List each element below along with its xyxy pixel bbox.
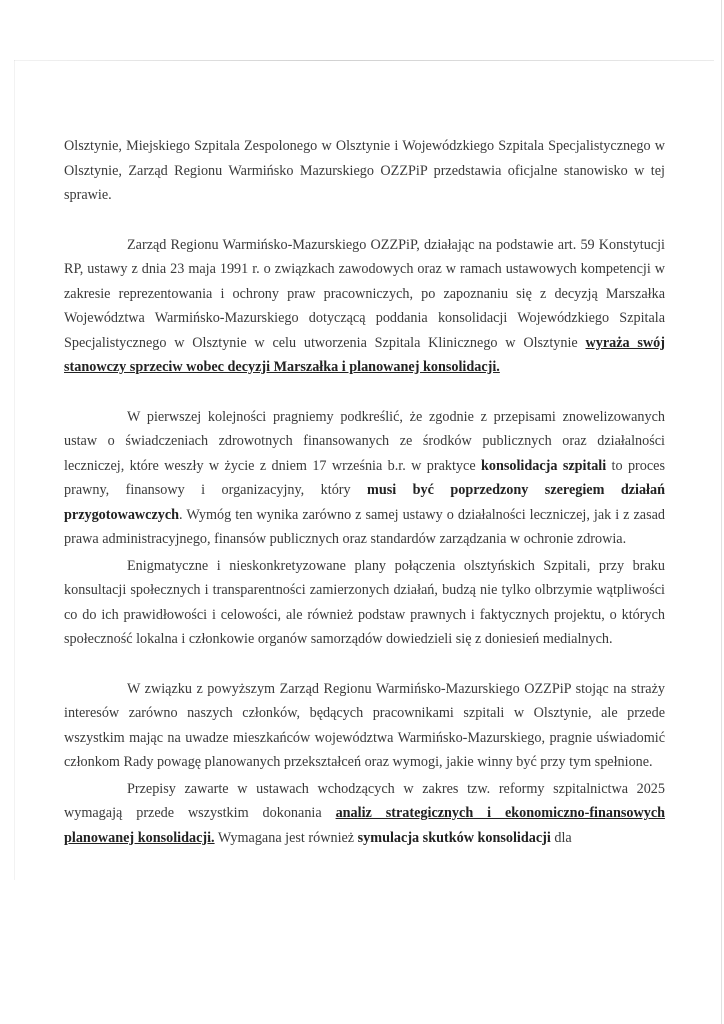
scan-edge-top xyxy=(14,60,714,61)
text-segment: Wymagana jest również xyxy=(214,829,358,846)
text-segment: to proces prawny, finansowy i organizacyjny, który xyxy=(64,457,665,498)
emphasis-consolidation: konsolidacja szpitali xyxy=(480,457,607,474)
emphasis-preparatory-actions: musi być poprzedzony szeregiem działań przygotowawczych xyxy=(64,482,665,523)
paragraph-objection xyxy=(64,233,665,380)
emphasis-objection: wyraża swój stanowczy sprzeciw wobec decyzji Marszałka i planowanej konsolidacji. xyxy=(64,334,665,375)
text-segment: dla xyxy=(550,829,572,846)
emphasis-analyses: analiz strategicznych i ekonomiczno-finansowych planowanej konsolidacji. xyxy=(64,805,666,846)
text-segment: Olsztynie, Miejskiego Szpitala Zespolonego w Olsztynie i Wojewódzkiego Szpitala Specjalistycznego w Olsztynie, Zarząd Regionu Warmińsko Mazurskiego OZZPiP przedstawia oficjalne stanowisko w tej sprawie. xyxy=(64,138,665,203)
text-segment: . Wymóg ten wynika zarówno z samej ustawy o działalności leczniczej, jak i z zasad prawa administracyjnego, finansów publicznych oraz standardów zarządzania w ochronie zdrowia. xyxy=(64,506,665,547)
paragraph-board-position xyxy=(64,677,665,775)
paragraph-legal-requirements xyxy=(64,405,665,552)
scan-edge-left xyxy=(14,60,15,880)
scan-edge-right xyxy=(721,0,722,1024)
paragraph-enigmatic-plans xyxy=(64,554,665,652)
paragraph-intro-continuation xyxy=(64,134,665,208)
paragraph-reform-requirements xyxy=(64,777,665,851)
text-segment: Przepisy zawarte w ustawach wchodzących w zakres tzw. reformy szpitalnictwa 2025 wymagają przede wszystkim dokonania xyxy=(64,780,665,821)
emphasis-simulation: symulacja skutków konsolidacji xyxy=(357,829,551,846)
text-segment: W związku z powyższym Zarząd Regionu Warmińsko-Mazurskiego OZZPiP stojąc na straży interesów zarówno naszych członków, będących pracownikami szpitali w Olsztynie, ale przede wszystkim mając na uwadze mieszkańców województwa Warmińsko-Mazurskiego, pragnie uświadomić członkom Rady powagę planowanych przekształceń oraz wymogi, jakie winny być przy tym spełnione. xyxy=(64,680,665,770)
text-segment: W pierwszej kolejności pragniemy podkreślić, że zgodnie z przepisami znowelizowanych ustaw o świadczeniach zdrowotnych finansowanych ze środków publicznych oraz działalności leczniczej, które weszły w życie z dniem 17 września b.r. w praktyce xyxy=(64,408,665,474)
text-segment: Enigmatyczne i nieskonkretyzowane plany połączenia olsztyńskich Szpitali, przy braku konsultacji społecznych i transparentności zamierzonych działań, budzą nie tylko olbrzymie wątpliwości co do ich prawidłowości i celowości, ale również podstaw prawnych i faktycznych projektu, o których społeczność lokalna i członkowie organów samorządów dowiedzieli się z doniesień medialnych. xyxy=(64,557,665,647)
text-segment: Zarząd Regionu Warmińsko-Mazurskiego OZZPiP, działając na podstawie art. 59 Konstytucji RP, ustawy z dnia 23 maja 1991 r. o związkach zawodowych oraz w ramach ustawowych kompetencji w zakresie reprezentowania i ochrony praw pracowniczych, po zapoznaniu się z decyzją Marszałka Województwa Warmińsko-Mazurskiego dotyczącą poddania konsolidacji Wojewódzkiego Szpitala Specjalistycznego w Olsztynie w celu utworzenia Szpitala Klinicznego w Olsztynie xyxy=(64,236,665,351)
document-page xyxy=(64,134,665,850)
